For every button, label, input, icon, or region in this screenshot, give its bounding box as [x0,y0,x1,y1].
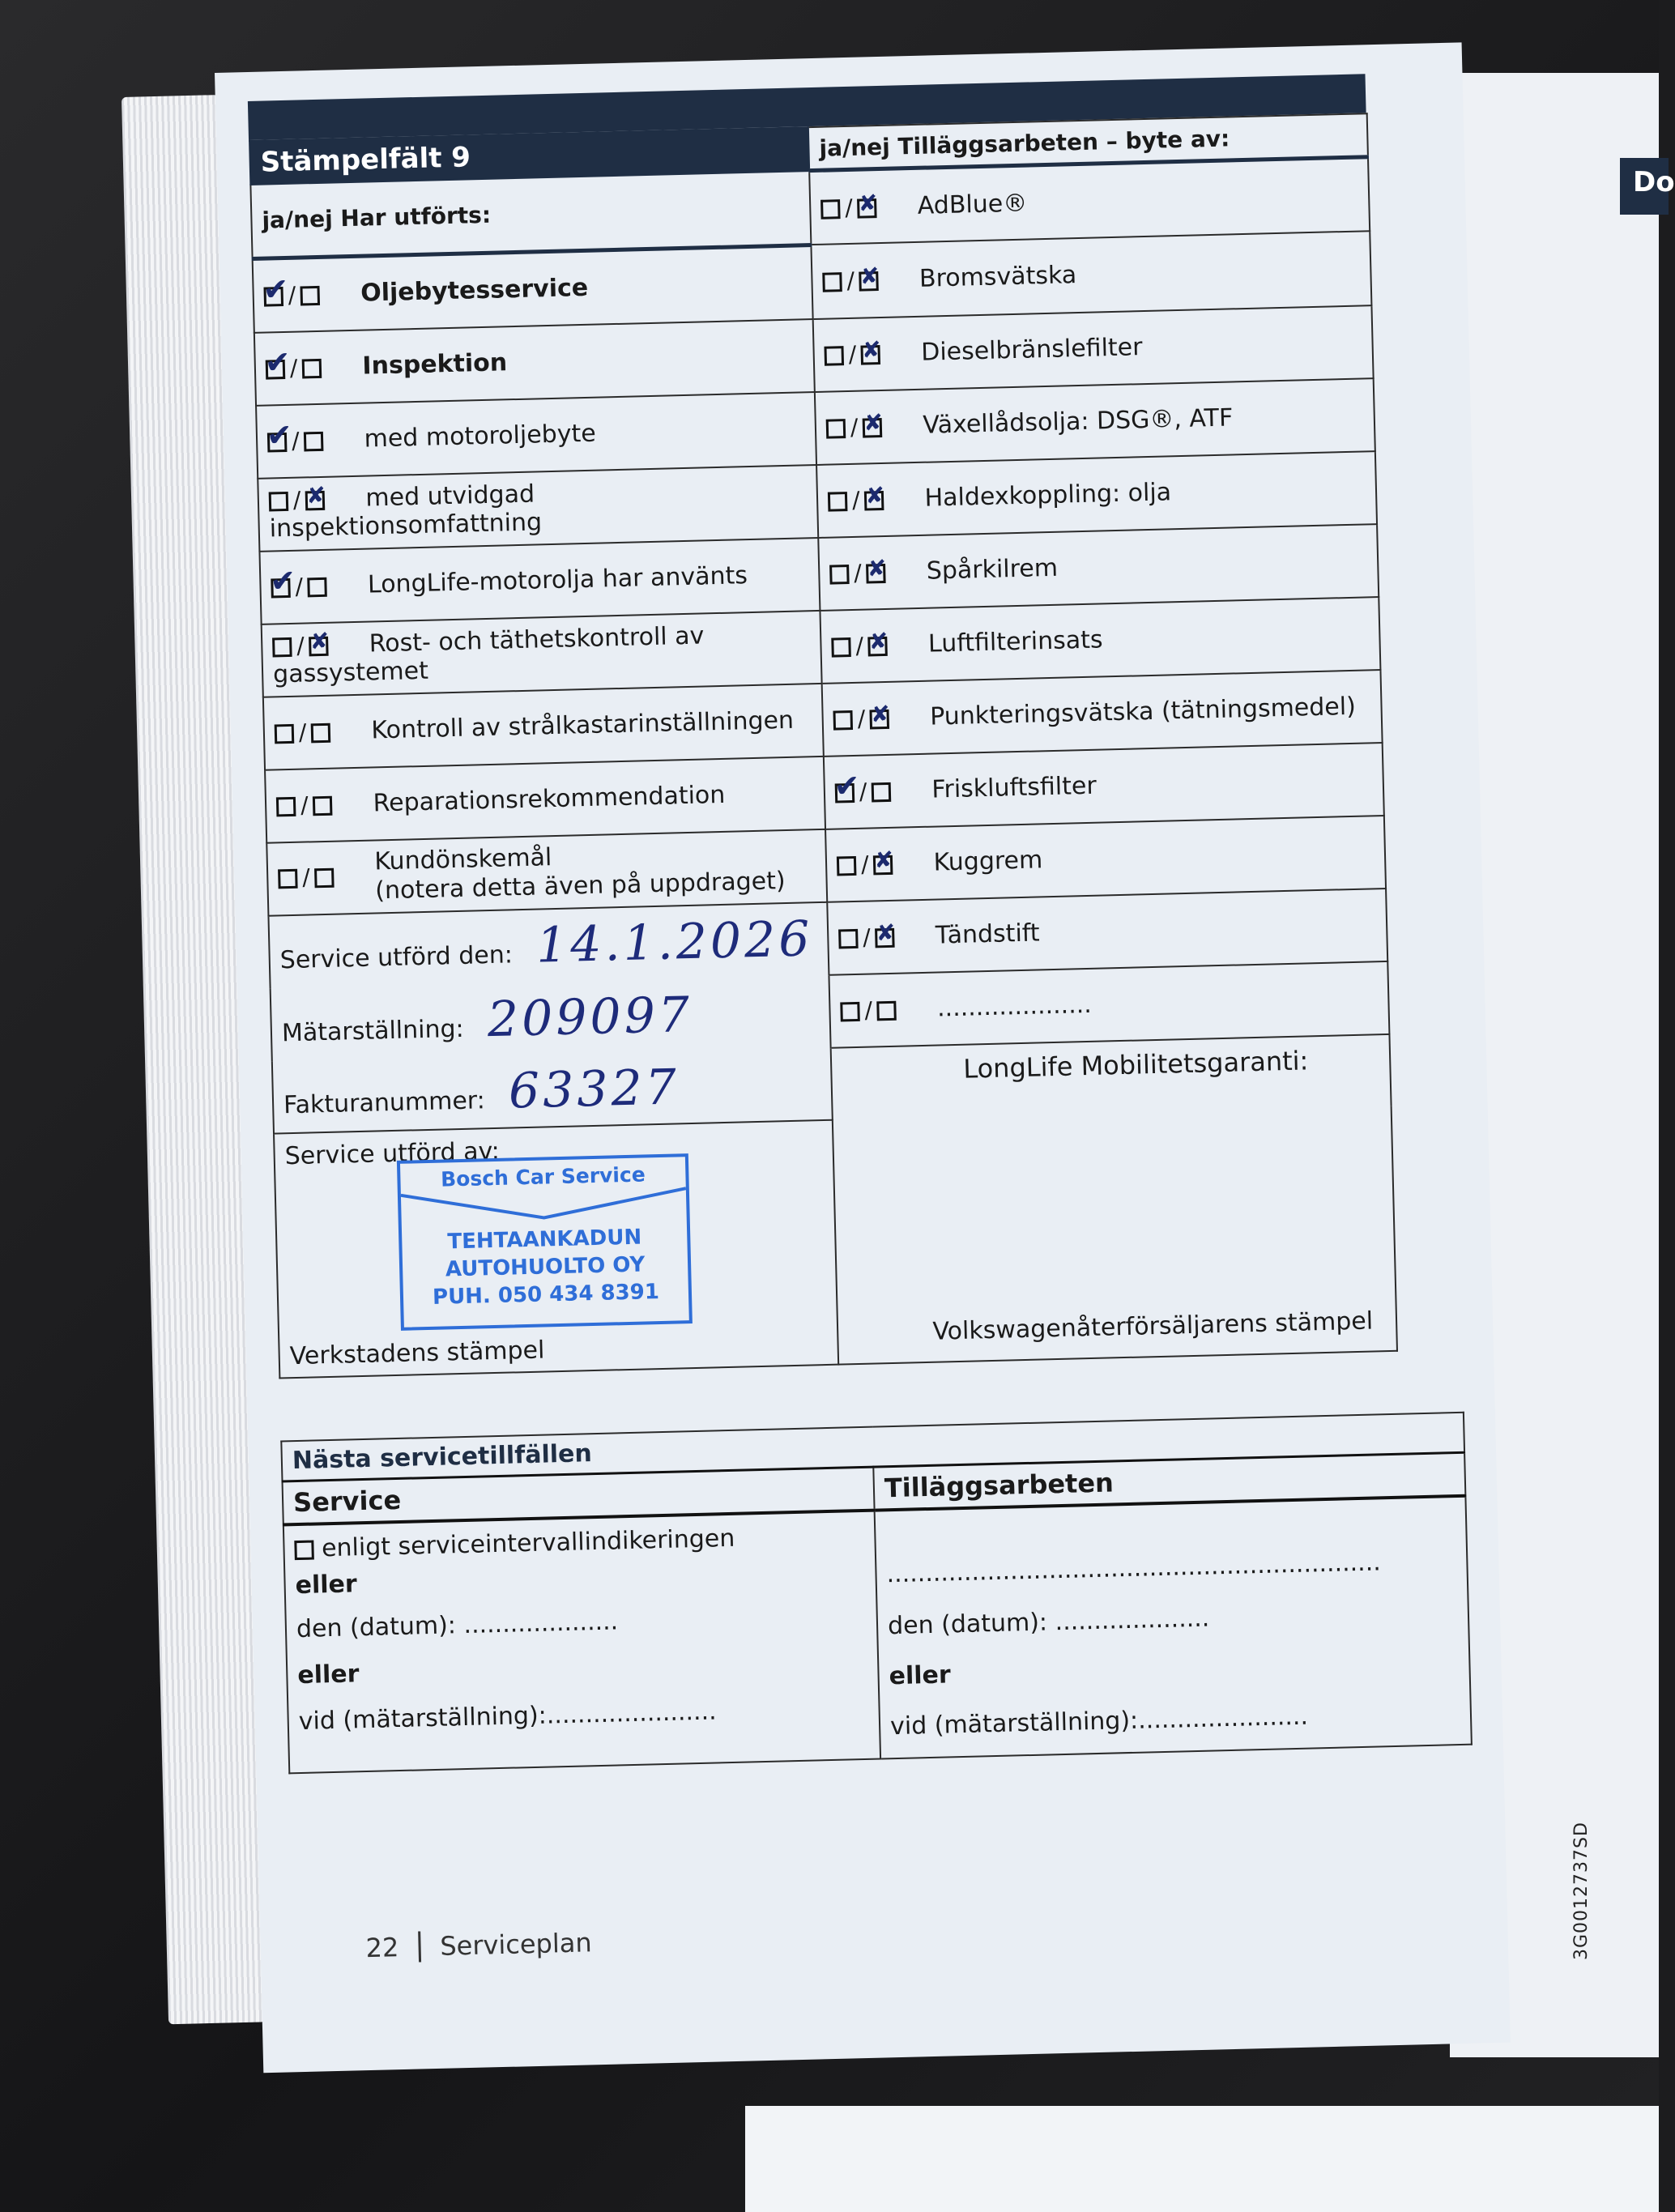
page-footer [365,1927,592,1963]
next-page-tab: Do [1620,158,1669,215]
service-date-value[interactable]: 14.1.2026 [535,910,814,974]
yes-no-checkbox[interactable]: /✘ [822,266,912,295]
item-label: Luftfilterinsats [927,625,1103,658]
no-box[interactable] [859,271,880,292]
next-service-table [280,1412,1473,1775]
next-service-title: Nästa servicetillfällen [281,1413,1464,1481]
item-label: med utvidgad inspektionsomfattning [269,479,543,543]
document-code: 3G0012737SD [1571,1822,1592,1960]
odometer-field[interactable]: vid (mätarställning):...................... [298,1697,717,1737]
left-item-row [258,464,818,551]
item-label: Friskluftsfilter [931,771,1097,804]
yes-box[interactable] [272,637,292,657]
item-label: Rost- och täthetskontroll av gassystemet [272,620,705,688]
stamp-line-1: TEHTAANKADUN [447,1225,642,1254]
service-by-label: Service utförd av: [284,1136,501,1170]
right-item-row [816,451,1377,538]
invoice-row [272,1047,833,1133]
dealer-stamp-label: Volkswagenåterförsäljarens stämpel [932,1306,1374,1346]
yes-box[interactable] [271,578,291,599]
or-label: eller [296,1660,360,1690]
no-box[interactable] [864,491,884,511]
yes-no-checkbox[interactable]: /✘ [829,558,919,587]
no-box[interactable] [309,636,329,656]
right-column-header: ja/nej Tilläggsarbeten – byte av: [808,113,1368,170]
left-column-header: ja/nej Har utförts: [250,171,811,258]
left-item-row [253,245,813,332]
right-item-row [829,961,1389,1047]
yes-box[interactable] [266,360,286,380]
yes-box[interactable] [822,272,842,292]
yes-no-checkbox[interactable]: / [276,791,366,820]
yes-no-checkbox[interactable]: / [275,718,364,747]
page-number: 22 [365,1931,421,1963]
date-field[interactable]: den (datum): .................... [887,1604,1210,1641]
yes-no-checkbox[interactable]: / [840,995,930,1025]
item-label: Växellådsolja: DSG®, ATF [923,403,1234,440]
no-box[interactable] [863,418,883,438]
item-label: Punkteringsvätska (tätningsmedel) [929,692,1357,731]
no-box[interactable] [868,637,889,657]
yes-no-checkbox[interactable]: /✘ [828,485,918,514]
yes-no-checkbox[interactable]: /✘ [831,631,921,660]
left-item-row [259,537,820,624]
next-service-right [875,1496,1472,1759]
item-label: LongLife-motorolja har använts [367,561,748,599]
item-label: Reparationsrekommendation [373,780,726,818]
yes-no-checkbox[interactable]: ✔/ [263,280,353,309]
mobility-guarantee-label: LongLife Mobilitetsgaranti: [962,1044,1309,1085]
yes-box[interactable] [267,433,288,453]
yes-box[interactable] [828,492,848,512]
no-box[interactable] [305,490,326,510]
item-label: Inspektion [362,348,508,381]
item-label: AdBlue® [917,189,1028,220]
yes-no-checkbox[interactable]: /✘ [837,850,927,879]
stamp-line-3: PUH. 050 434 8391 [432,1279,660,1310]
yes-box[interactable] [840,1002,860,1022]
or-label: eller [295,1570,358,1600]
yes-no-checkbox[interactable]: /✘ [826,412,916,441]
workshop-stamp [397,1153,693,1331]
right-item-row [813,305,1374,392]
odometer-label: Mätarställning: [281,1014,465,1047]
item-label: Bromsvätska [918,261,1077,294]
item-label: Tändstift [935,918,1041,950]
item-label: med motoroljebyte [364,419,597,454]
next-service-left [283,1511,880,1774]
right-item-row [820,597,1380,684]
stamp-field-table [249,113,1398,1379]
right-item-row [827,888,1387,974]
left-item-row [263,683,824,769]
date-field[interactable]: den (datum): .................... [296,1607,619,1644]
item-label: Kundönskemål [373,842,552,876]
section-title: Serviceplan [439,1927,593,1962]
right-item-row [822,670,1383,757]
left-item-row [265,756,825,842]
yes-no-checkbox[interactable]: ✔/ [267,426,357,455]
stamp-field-title: Stämpelfält 9 [249,127,809,184]
right-item-row [809,157,1370,245]
yes-box[interactable] [835,783,855,803]
yes-no-checkbox[interactable]: ✔/ [266,353,356,382]
yes-box[interactable] [275,724,295,744]
extra-work-column-header: Tilläggsarbeten [873,1452,1465,1510]
no-box[interactable] [873,855,893,876]
mobility-guarantee-cell [831,1034,1397,1364]
odometer-value[interactable]: 209097 [487,986,693,1048]
no-box[interactable] [302,359,322,379]
right-item-row [818,524,1379,611]
invoice-value[interactable]: 63327 [508,1058,680,1119]
service-date-row [268,901,829,988]
right-item-row [824,743,1384,829]
yes-no-checkbox[interactable]: /✘ [824,339,914,369]
yes-no-checkbox[interactable]: /✘ [820,193,910,222]
right-item-row [811,231,1371,318]
yes-no-checkbox[interactable]: /✘ [838,923,928,952]
stamp-brand: Bosch Car Service [440,1161,646,1191]
workshop-stamp-cell [274,1119,838,1378]
yes-no-checkbox[interactable]: ✔ / [835,777,925,806]
item-label: Haldexkoppling: olja [924,478,1172,513]
yes-no-checkbox[interactable]: /✘ [272,630,362,659]
yes-box[interactable] [820,199,841,219]
item-label: Oljebytesservice [360,273,589,308]
interval-indicator-label: enligt serviceintervallindikeringen [321,1524,735,1563]
yes-box[interactable] [831,637,851,658]
service-date-label: Service utförd den: [279,940,514,975]
yes-no-checkbox[interactable]: /✘ [833,704,923,733]
item-sublabel: (notera detta även på uppdraget) [374,866,786,905]
service-page [215,42,1511,2073]
yes-box[interactable] [824,346,844,366]
bottom-sheet [745,2106,1659,2212]
no-box[interactable] [314,868,335,889]
odometer-field[interactable]: vid (mätarställning):...................... [889,1702,1309,1741]
no-box[interactable] [872,782,892,803]
no-box[interactable] [313,796,333,816]
or-label: eller [889,1660,952,1691]
stamp-line-2: AUTOHUOLTO OY [445,1251,646,1281]
right-item-row [825,815,1386,901]
yes-box[interactable] [278,869,298,889]
workshop-stamp-label: Verkstadens stämpel [289,1336,545,1370]
no-box[interactable] [866,564,886,584]
no-box[interactable] [857,198,877,219]
yes-box[interactable] [269,491,289,511]
interval-indicator-checkbox[interactable] [294,1540,314,1560]
no-box[interactable] [877,1001,897,1021]
right-item-row [815,378,1375,465]
item-label: .................... [936,990,1093,1023]
yes-box[interactable] [263,287,283,307]
extra-work-field[interactable]: ................................................................ [886,1548,1382,1589]
yes-box[interactable] [838,929,859,949]
invoice-label: Fakturanummer: [283,1085,486,1119]
yes-no-checkbox[interactable]: ✔/ [271,572,360,601]
no-box[interactable] [861,345,881,365]
no-box[interactable] [304,432,324,452]
odometer-row [271,974,831,1061]
left-item-row [254,319,815,406]
yes-box[interactable] [276,797,296,817]
yes-no-checkbox[interactable]: /✘ [269,484,359,514]
item-label: Kuggrem [933,846,1043,877]
no-box[interactable] [870,710,890,730]
stamp-chevron-icon [401,1185,687,1225]
no-box[interactable] [300,286,321,306]
left-item-row [266,829,827,915]
item-label: Dieselbränslefilter [920,333,1143,367]
no-box[interactable] [311,723,331,744]
yes-box[interactable] [837,856,857,876]
yes-box[interactable] [826,419,846,439]
yes-box[interactable] [833,710,853,731]
no-box[interactable] [875,928,895,948]
item-label: Spårkilrem [926,553,1059,586]
no-box[interactable] [308,578,328,598]
yes-no-checkbox[interactable]: / [278,863,368,892]
service-column-header: Service [283,1467,875,1524]
left-item-row [262,610,822,697]
yes-box[interactable] [829,565,850,585]
item-label: Kontroll av strålkastarinställningen [371,705,795,745]
left-item-row [256,392,816,479]
